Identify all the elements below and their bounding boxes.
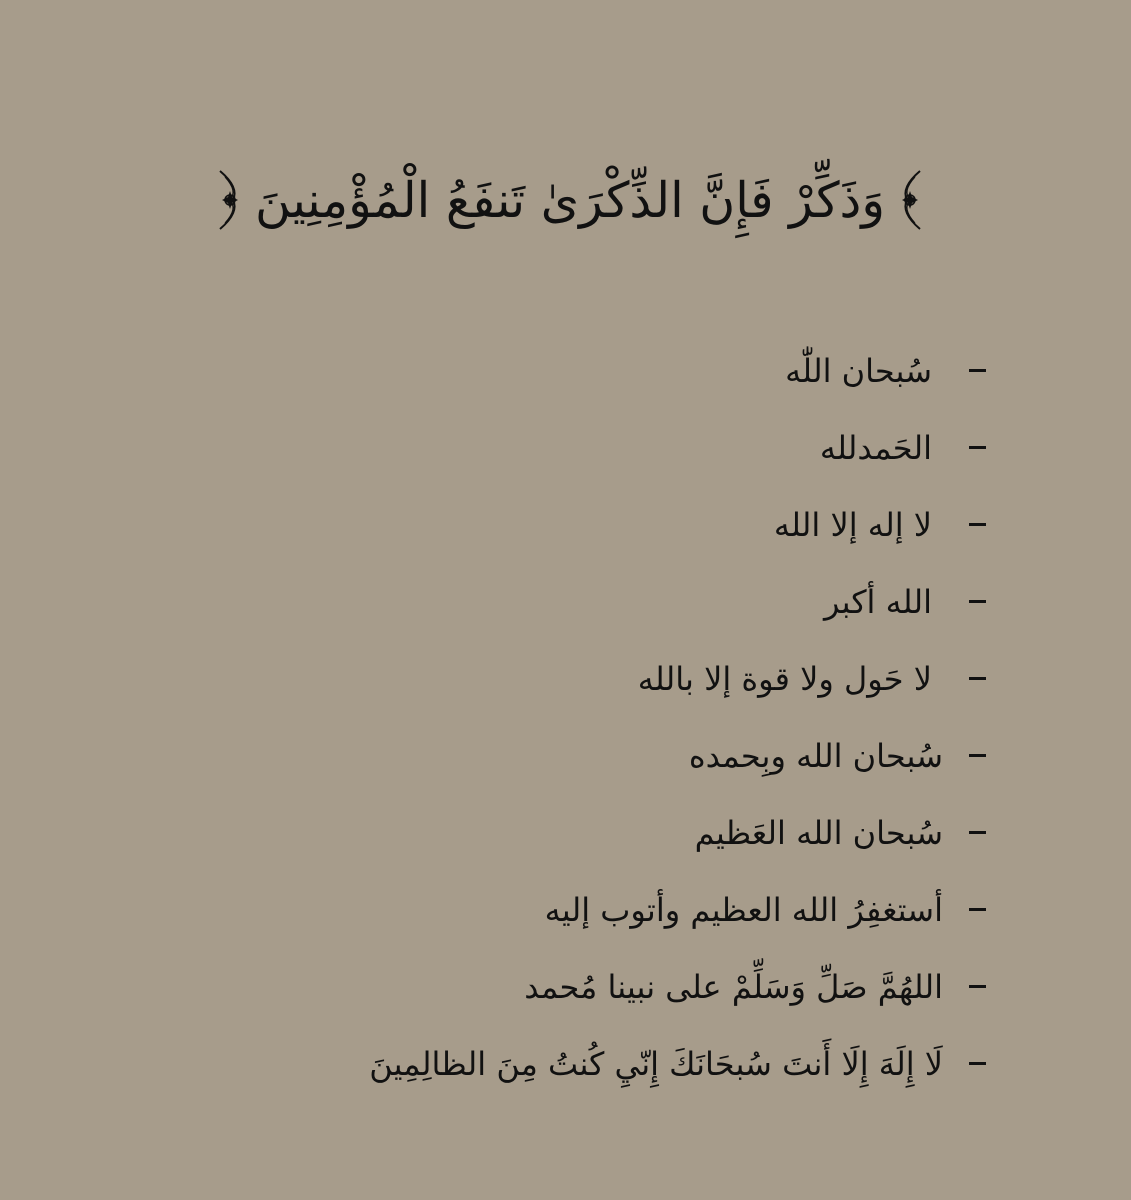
dhikr-text: الحَمدلله [819, 429, 932, 467]
dhikr-text: سُبحان الله العَظيم [694, 814, 943, 852]
list-dash [969, 754, 986, 757]
list-dash [969, 1062, 986, 1065]
dhikr-text: الله أكبر [824, 583, 932, 621]
list-dash [969, 523, 986, 526]
list-dash [969, 600, 986, 603]
dhikr-text: أستغفِرُ الله العظيم وأتوب إليه [544, 891, 943, 929]
dhikr-text: سُبحان الله وبِحمده [688, 737, 943, 775]
dhikr-list [0, 344, 1131, 1114]
dhikr-item [0, 344, 1131, 421]
dhikr-text: لا حَول ولا قوة إلا بالله [637, 660, 932, 698]
dhikr-item [0, 1037, 1131, 1114]
dhikr-item [0, 729, 1131, 806]
quran-verse-ornament-icon [895, 164, 927, 236]
verse-text: وَذَكِّرْ فَإِنَّ الذِّكْرَىٰ تَنفَعُ الْمُؤْمِنِينَ [254, 171, 886, 229]
dhikr-item [0, 806, 1131, 883]
dhikr-item [0, 575, 1131, 652]
dhikr-text: سُبحان اللّٰه [785, 352, 932, 390]
dhikr-text: لا إله إلا الله [773, 506, 932, 544]
list-dash [969, 446, 986, 449]
dhikr-item [0, 652, 1131, 729]
dhikr-item [0, 960, 1131, 1037]
quran-verse-ornament-icon [213, 164, 245, 236]
dhikr-text: اللهُمَّ صَلِّ وَسَلِّمْ على نبينا مُحمد [524, 968, 943, 1006]
list-dash [969, 677, 986, 680]
quran-verse-heading [175, 155, 965, 245]
dhikr-item [0, 883, 1131, 960]
dhikr-item [0, 498, 1131, 575]
dhikr-text: لَا إِلَهَ إِلَا أَنتَ سُبحَانَكَ إِنّيِ كُنتُ مِنَ الظالِمِينَ [369, 1045, 943, 1083]
list-dash [969, 831, 986, 834]
dhikr-item [0, 421, 1131, 498]
list-dash [969, 369, 986, 372]
list-dash [969, 908, 986, 911]
list-dash [969, 985, 986, 988]
